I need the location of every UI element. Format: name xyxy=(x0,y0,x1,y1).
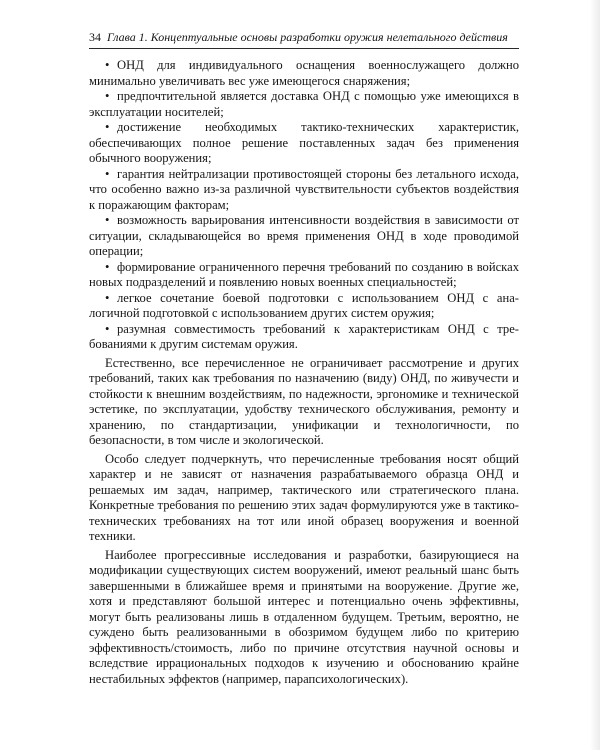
list-item-text: формирование ограниченного перечня требований по созданию в войсках новых подразделений и появлению новых военных специальностей; xyxy=(89,259,519,289)
paragraph-progressive-research: Наиболее прогрессивные исследования и разработки, базирующиеся на модификации существующих систем вооружений, имеют реальный шанс быть завершенными в ближайшее время и принятыми на вооружение. Другие же, хотя и представляют большой интерес и потенциально очень эффективны, могут быть реализованы лишь в отдаленном будущем. Третьим, вероятно, не суждено быть реализованными в обозримом будущем либо по критерию эффективность/стоимость, либо по причине отсутствия научной основы и вследствие иррациональных подходов к изучению и обоснованию крайне нестабильных эффектов (например, парапсихологических). xyxy=(89,547,519,686)
list-item xyxy=(89,167,519,214)
bullet-icon: • xyxy=(105,120,110,134)
page-edge-shadow xyxy=(590,0,600,750)
list-item-text: гарантия нейтрализации противостоящей стороны без летального исхода, что особенно важно из-за различной чувствительности субъектов воздействия к поражающим факторам; xyxy=(89,166,519,212)
bullet-icon: • xyxy=(105,58,110,72)
book-page xyxy=(89,30,519,687)
list-item xyxy=(89,322,519,353)
list-item xyxy=(89,291,519,322)
running-header xyxy=(89,30,519,49)
list-item-text: ОНД для индивидуального оснащения военнослужащего должно минимально увеличивать вес уже имеющегося снаряжения; xyxy=(89,58,519,88)
list-item xyxy=(89,213,519,260)
bullet-icon: • xyxy=(105,259,110,274)
bullet-icon: • xyxy=(105,321,110,336)
list-item xyxy=(89,120,519,167)
bullet-icon: • xyxy=(105,89,110,103)
list-item-text: легкое сочетание боевой подготовки с использованием ОНД с аналогичной подготовкой с использованием других систем оружия; xyxy=(89,290,519,320)
bullet-icon: • xyxy=(105,166,110,181)
paragraph-general-character: Особо следует подчеркнуть, что перечисленные требования носят общий характер и не зависят от назначения разрабатываемого образца ОНД и решаемых им задач, например, тактического или стратегического плана. Конкретные требования по решению этих задач формулируются уже в тактико-технических требованиях на тот или иной образец вооружения и военной техники. xyxy=(89,451,519,543)
list-item-text: предпочтительной является доставка ОНД с помощью уже имеющихся в эксплуатации носителей; xyxy=(89,89,519,119)
page-number: 34 xyxy=(89,30,101,44)
list-item-text: возможность варьирования интенсивности воздействия в зависимости от ситуации, складывающейся во время применения ОНД в ходе проводимой операции; xyxy=(89,213,519,258)
bullet-icon: • xyxy=(105,290,110,305)
list-item-text: разумная совместимость требований к характеристикам ОНД с требованиями к другим системам оружия. xyxy=(89,321,519,351)
bullet-icon: • xyxy=(105,213,110,227)
paragraph-additional-requirements: Естественно, все перечисленное не ограничивает рассмотрение и других требований, таких как требования по назначению (виду) ОНД, по живучести и стойкости к внешним воздействиям, по надежности, эргономике и технической эстетике, по эксплуатации, удобству технического обслуживания, ремонту и хранению, по стандартизации, унификации и технологичности, по безопасности, в том числе и экологической. xyxy=(89,355,519,447)
list-item xyxy=(89,260,519,291)
chapter-title: Глава 1. Концептуальные основы разработки оружия нелетального действия xyxy=(107,30,508,44)
list-item xyxy=(89,58,519,89)
page-body xyxy=(89,58,519,687)
list-item xyxy=(89,89,519,120)
requirements-list xyxy=(89,58,519,353)
list-item-text: достижение необходимых тактико-технических характеристик, обеспечивающих полное решение поставленных задач без применения обычного вооружения; xyxy=(89,120,519,165)
